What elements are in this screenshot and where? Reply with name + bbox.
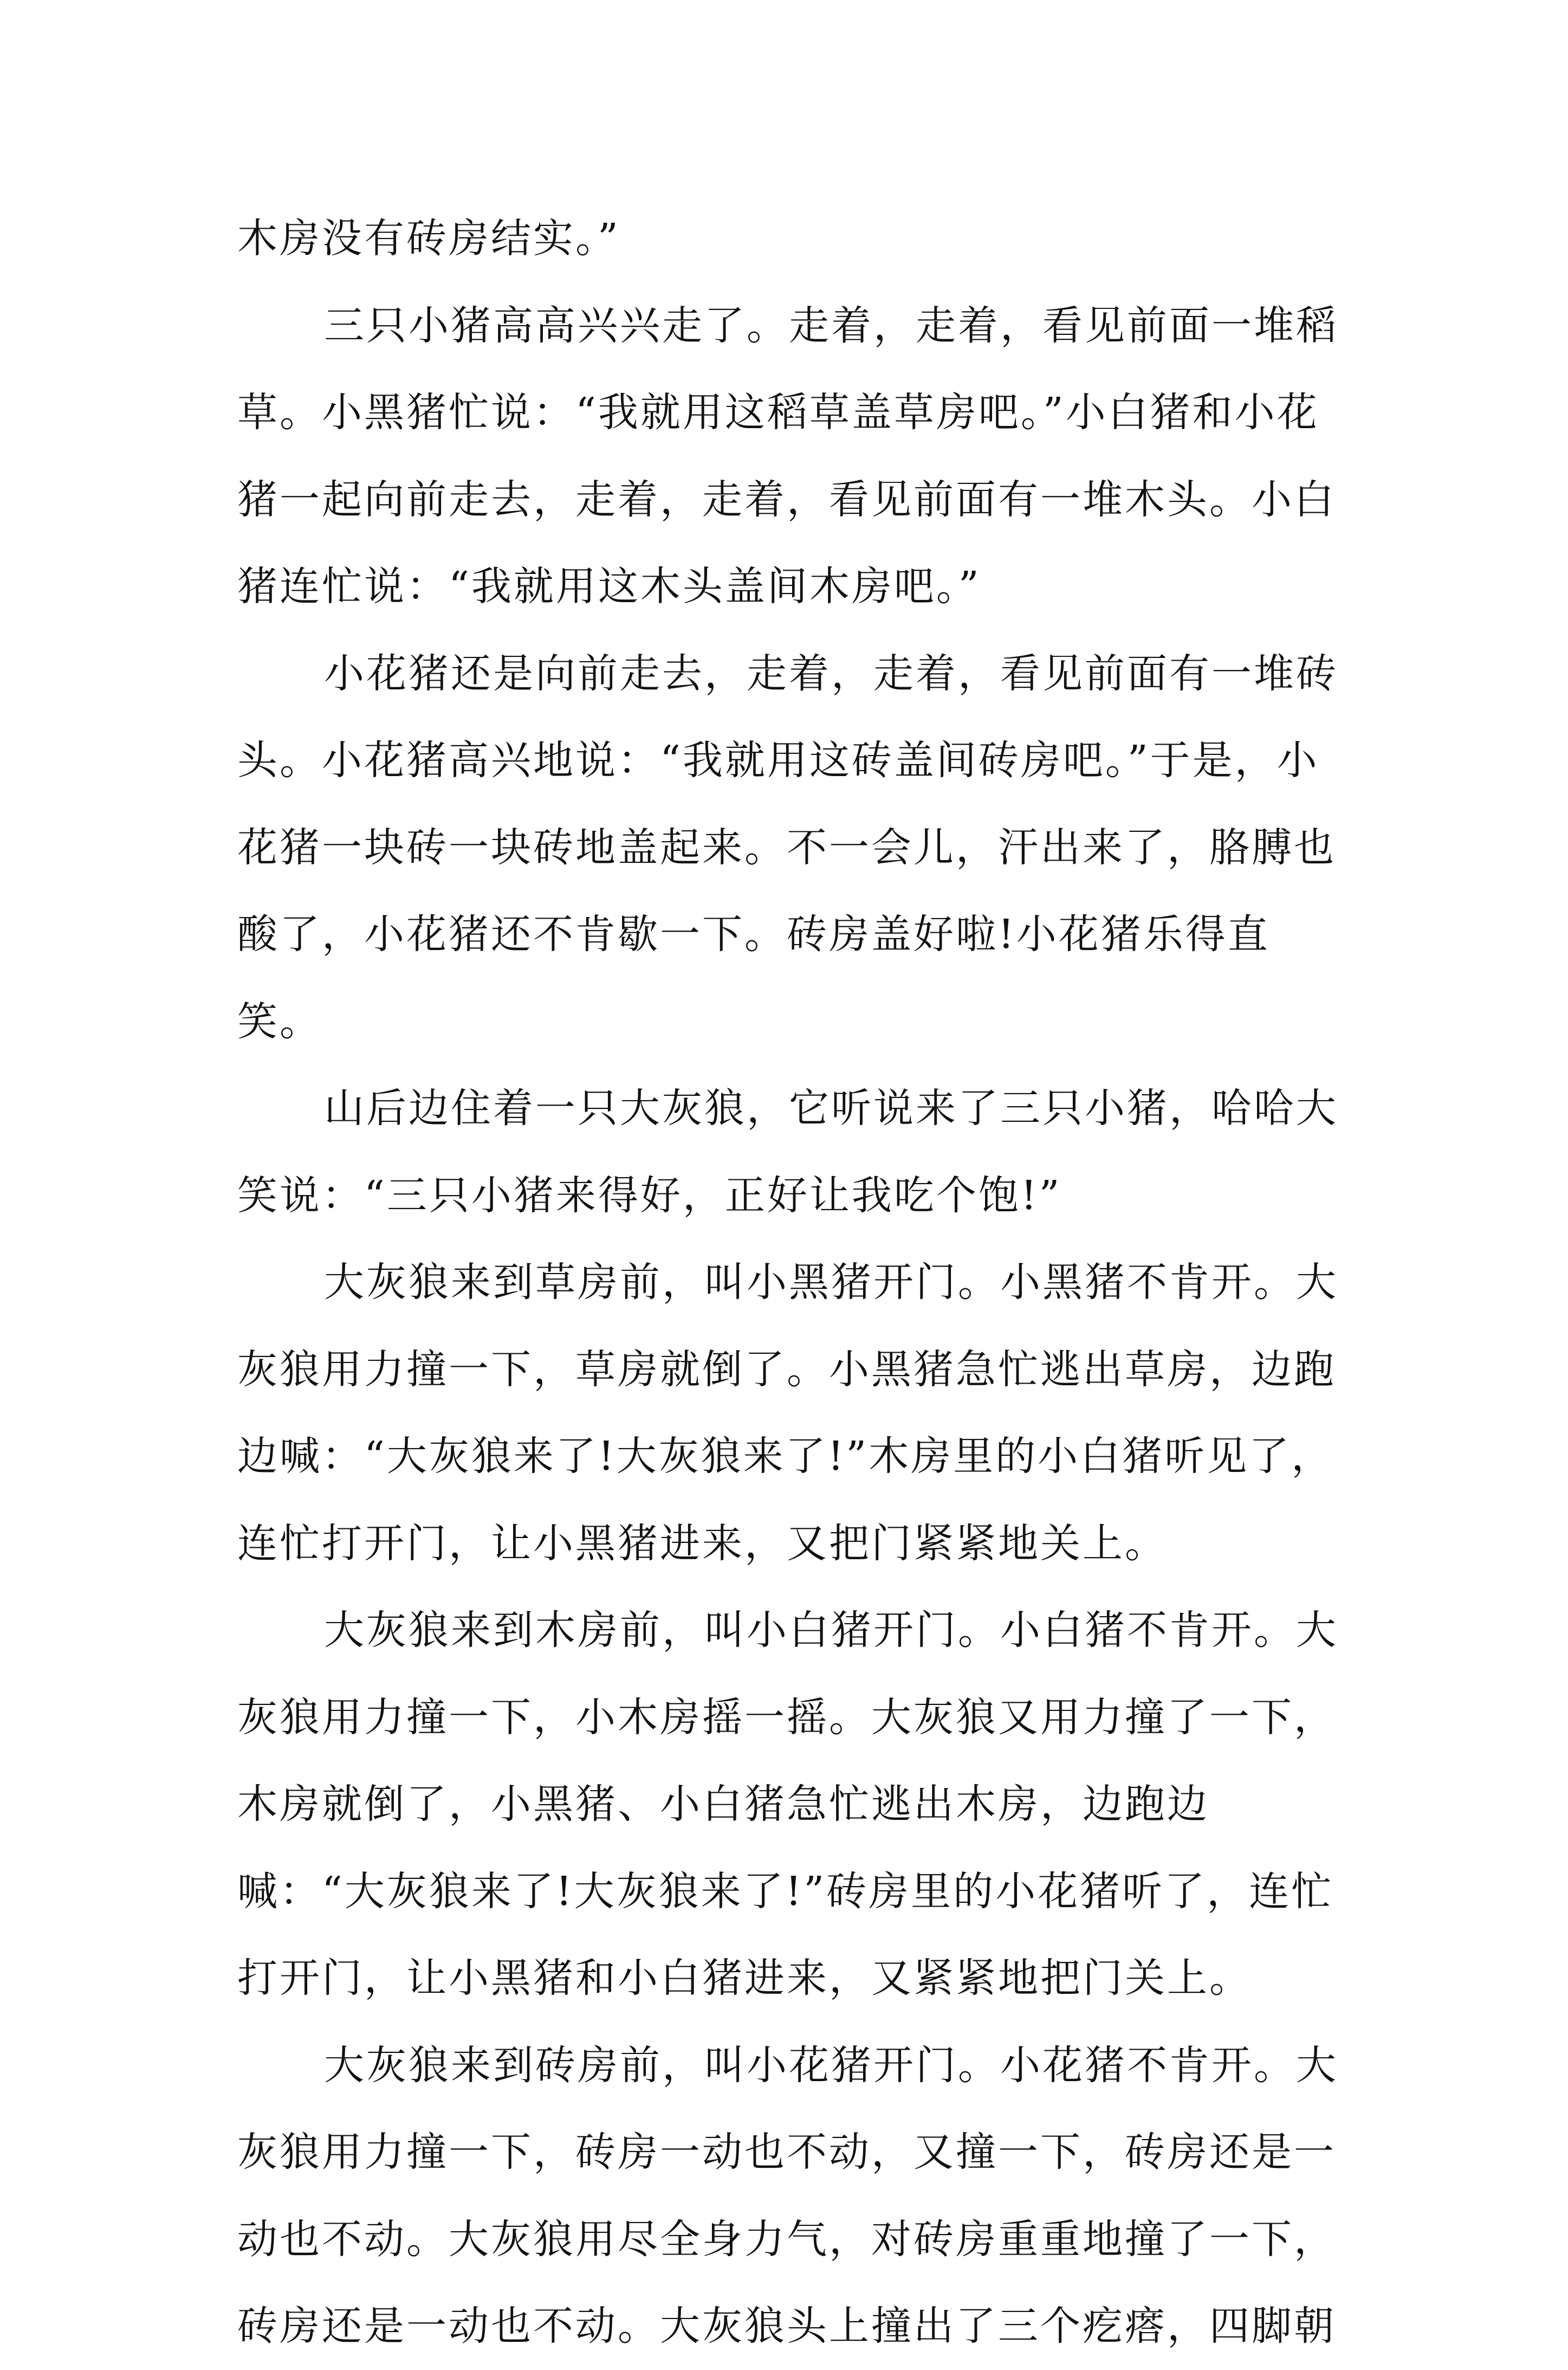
paragraph-7: 大灰狼来到砖房前，叫小花猪开门。小花猪不肯开。大灰狼用力撞一下，砖房一动也不动，又撞一下，砖房还是一动也不动。大灰狼用尽全身力气，对砖房重重地撞了一下，砖房还是一动也不动。大灰狼头上撞出了三个疙瘩，四脚朝 [237,2042,1338,2349]
paragraph-4: 山后边住着一只大灰狼，它听说来了三只小猪，哈哈大笑说：“三只小猪来得好，正好让我吃个饱!” [237,1085,1338,1219]
paragraph-6: 大灰狼来到木房前，叫小白猪开门。小白猪不肯开。大灰狼用力撞一下，小木房摇一摇。大灰狼又用力撞了一下，木房就倒了，小黑猪、小白猪急忙逃出木房，边跑边喊：“大灰狼来了!大灰狼来了!”砖房里的小花猪听了，连忙打开门，让小黑猪和小白猪进来，又紧紧地把门关上。 [237,1607,1338,2001]
paragraph-3: 小花猪还是向前走去，走着，走着，看见前面有一堆砖头。小花猪高兴地说：“我就用这砖盖间砖房吧。”于是，小花猪一块砖一块砖地盖起来。不一会儿，汗出来了，胳膊也酸了，小花猪还不肯歇一下。砖房盖好啦!小花猪乐得直笑。 [237,650,1338,1045]
document-body [237,195,1353,2370]
paragraph-5: 大灰狼来到草房前，叫小黑猪开门。小黑猪不肯开。大灰狼用力撞一下，草房就倒了。小黑猪急忙逃出草房，边跑边喊：“大灰狼来了!大灰狼来了!”木房里的小白猪听见了，连忙打开门，让小黑猪进来，又把门紧紧地关上。 [237,1259,1338,1567]
paragraph-1: 木房没有砖房结实。” [237,215,620,262]
paragraph-2: 三只小猪高高兴兴走了。走着，走着，看见前面一堆稻草。小黑猪忙说：“我就用这稻草盖草房吧。”小白猪和小花猪一起向前走去，走着，走着，看见前面有一堆木头。小白猪连忙说：“我就用这木头盖间木房吧。” [237,302,1338,610]
